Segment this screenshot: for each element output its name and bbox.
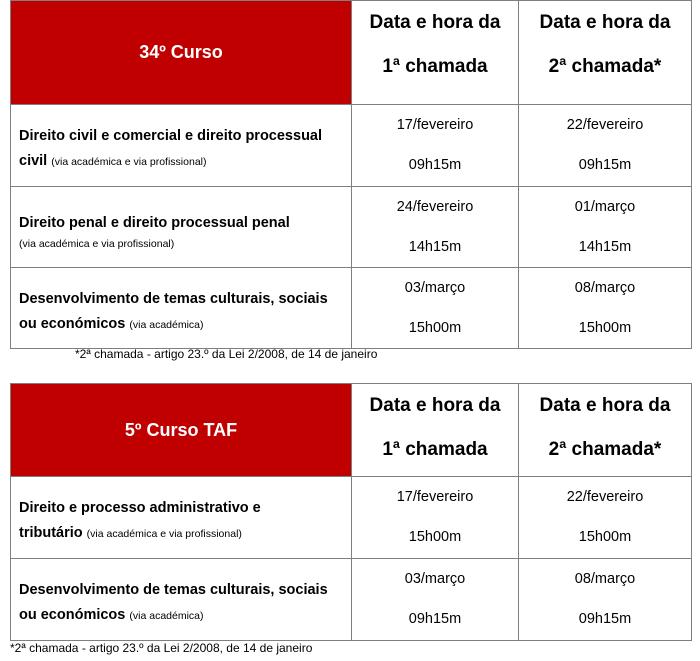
second-call-cell [519, 187, 692, 268]
subject-cell [11, 268, 352, 349]
date: 03/março [404, 571, 466, 587]
time: 15h00m [578, 529, 632, 545]
footnote: *2ª chamada - artigo 23.º da Lei 2/2008, de 14 de janeiro [75, 347, 378, 361]
date: 17/fevereiro [396, 117, 474, 133]
subject-note: (via académica e via profissional) [86, 528, 242, 540]
course-title: 5º Curso TAF [11, 384, 352, 477]
table-row [11, 187, 692, 268]
time: 14h15m [408, 239, 462, 255]
subject-cell [11, 105, 352, 187]
time: 15h00m [578, 320, 632, 336]
header-line: Data e hora da [539, 395, 671, 416]
second-call-cell [519, 268, 692, 349]
second-call-cell [519, 477, 692, 559]
date: 08/março [574, 571, 636, 587]
subject-name-cont: civil [19, 153, 48, 169]
subject-note: (via académica e via profissional) [19, 237, 175, 250]
subject-name: Desenvolvimento de temas culturais, sociais [19, 582, 328, 598]
subject-name: Direito civil e comercial e direito processual [19, 128, 323, 144]
second-call-cell [519, 105, 692, 187]
date: 01/março [574, 199, 636, 215]
subject-cell [11, 187, 352, 268]
first-call-cell [352, 187, 519, 268]
table-row [11, 559, 692, 641]
table-row [11, 268, 692, 349]
footnote: *2ª chamada - artigo 23.º da Lei 2/2008, de 14 de janeiro [10, 641, 313, 655]
subject-cell [11, 477, 352, 559]
time: 15h00m [408, 529, 462, 545]
time: 09h15m [408, 611, 462, 627]
time: 14h15m [578, 239, 632, 255]
first-call-cell [352, 105, 519, 187]
subject-note: (via académica) [129, 610, 204, 622]
first-call-cell [352, 477, 519, 559]
course-title: 34º Curso [11, 1, 352, 105]
schedule-table-5-curso-taf [10, 383, 692, 641]
subject-name-cont: ou económicos [19, 315, 126, 332]
time: 09h15m [408, 157, 462, 173]
date: 17/fevereiro [396, 489, 474, 505]
second-call-header [519, 384, 692, 477]
header-line: 1ª chamada [382, 439, 488, 460]
time: 15h00m [408, 320, 462, 336]
header-line: 2ª chamada* [548, 439, 662, 460]
table-row [11, 477, 692, 559]
first-call-header [352, 384, 519, 477]
second-call-cell [519, 559, 692, 641]
first-call-cell [352, 268, 519, 349]
date: 22/fevereiro [566, 117, 644, 133]
subject-name: Desenvolvimento de temas culturais, sociais [19, 290, 328, 307]
subject-name: Direito e processo administrativo e [19, 500, 261, 516]
subject-name-cont: ou económicos [19, 607, 126, 623]
time: 09h15m [578, 157, 632, 173]
date: 03/março [404, 280, 466, 296]
header-line: Data e hora da [369, 395, 501, 416]
schedule-table-34-curso [10, 0, 692, 349]
date: 22/fevereiro [566, 489, 644, 505]
date: 24/fevereiro [396, 199, 474, 215]
subject-name: Direito penal e direito processual penal [19, 214, 290, 231]
first-call-header [352, 1, 519, 105]
subject-note: (via académica) [129, 318, 204, 331]
subject-note: (via académica e via profissional) [51, 156, 207, 168]
time: 09h15m [578, 611, 632, 627]
second-call-header [519, 1, 692, 105]
table-header-row [11, 1, 692, 105]
table-row [11, 105, 692, 187]
first-call-cell [352, 559, 519, 641]
header-line: 2ª chamada* [548, 56, 662, 77]
header-line: Data e hora da [539, 12, 671, 33]
subject-name-cont: tributário [19, 525, 83, 541]
table-header-row [11, 384, 692, 477]
date: 08/março [574, 280, 636, 296]
header-line: 1ª chamada [382, 56, 488, 77]
subject-cell [11, 559, 352, 641]
header-line: Data e hora da [369, 12, 501, 33]
